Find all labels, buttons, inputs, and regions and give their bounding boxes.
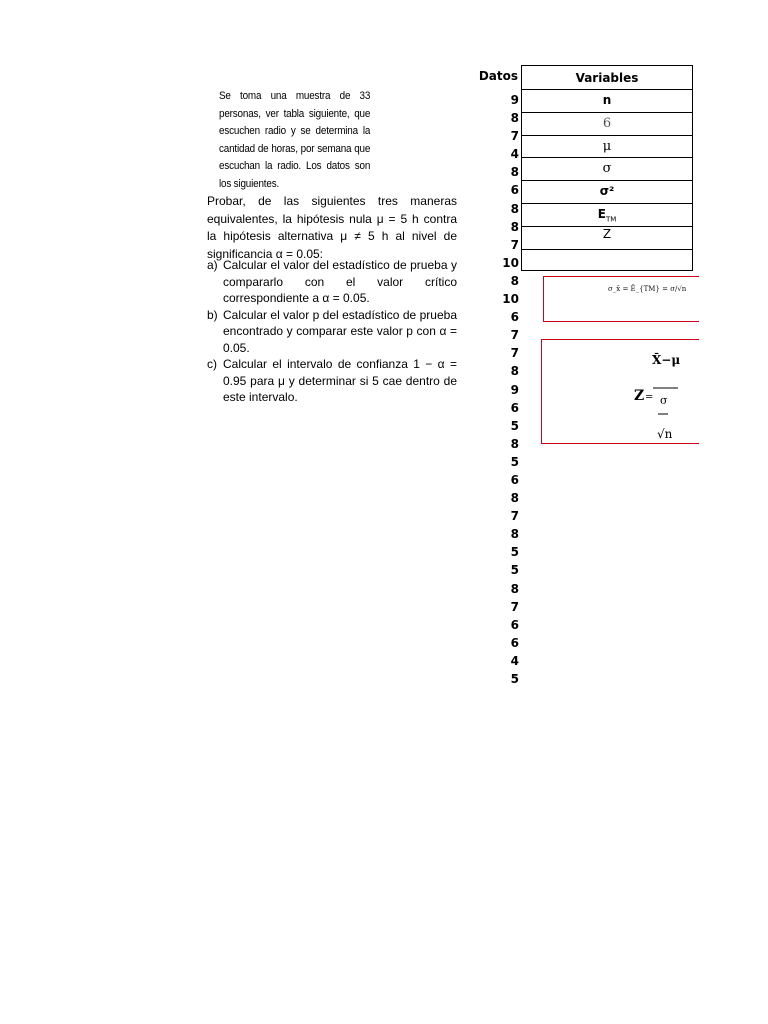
datos-value: 5 [510,672,519,686]
datos-value: 6 [510,400,519,415]
datos-value: 5 [510,563,519,578]
stderr-formula-box [543,276,699,322]
task-label: c) [207,357,217,371]
var-row-mu: μ [522,136,692,159]
datos-value: 8 [510,436,519,451]
var-row-6: 6 [522,113,692,136]
datos-value: 6 [510,617,519,632]
task-a [207,257,457,307]
datos-value: 10 [502,255,519,270]
task-list [207,257,457,406]
datos-value: 6 [510,472,519,487]
svg-text:X̄−μ: X̄−μ [652,353,681,367]
task-text: Calcular el valor p del estadístico de prueba encontrado y comparar este valor p con α = 0.05. [223,307,457,355]
var-row-sigma: σ [522,158,692,181]
datos-value: 9 [510,382,519,397]
task-c [207,356,457,406]
datos-value: 9 [510,93,519,107]
task-text: Calcular el intervalo de confianza 1 − α = 0.95 para μ y determinar si 5 cae dentro de este intervalo. [223,357,457,404]
svg-text:σ: σ [660,394,668,407]
datos-value: 5 [510,418,519,433]
problem-intro: Se toma una muestra de 33 personas, ver tabla siguiente, que escuchen radio y se determina la cantidad de horas, por semana que escuchan la radio. Los datos son los siguientes. [219,90,371,190]
datos-value: 8 [510,581,519,596]
z-formula-box [541,339,699,444]
svg-text:=: = [645,392,654,403]
datos-value: 5 [510,545,519,560]
datos-value: 5 [510,454,519,469]
datos-value: 6 [510,183,519,198]
var-e-label: E [597,206,606,221]
datos-list [462,91,520,688]
datos-value: 8 [510,273,519,288]
var-row-n: n [522,90,692,113]
var-row-sigma2: σ² [522,181,692,204]
stderr-formula: σ_x̄ = Ê_{TM} = σ/√n [608,285,687,293]
datos-value: 8 [510,201,519,216]
datos-value: 10 [502,292,519,307]
datos-value: 4 [510,653,519,668]
svg-text:√n: √n [657,427,673,441]
datos-value: 8 [510,527,519,542]
variables-table [521,65,693,271]
task-label: b) [207,307,218,322]
datos-value: 8 [510,219,519,234]
datos-value: 7 [510,328,519,343]
datos-value: 7 [510,237,519,252]
datos-value: 8 [510,364,519,379]
var-row-empty [522,250,692,270]
problem-prompt: Probar, de las siguientes tres maneras equivalentes, la hipótesis nula μ = 5 h contra la hipótesis alternativa μ ≠ 5 h al nivel de significancia α = 0.05: [207,194,457,261]
z-formula [626,342,686,442]
task-label: a) [207,258,218,272]
datos-value: 7 [510,129,519,144]
variables-header: Variables [522,66,692,90]
datos-value: 4 [510,147,519,162]
datos-value: 8 [510,165,519,180]
svg-text:Z: Z [634,388,645,404]
datos-value: 6 [510,310,519,325]
datos-value: 7 [510,346,519,361]
datos-value: 7 [510,599,519,614]
var-row-z: Z [522,227,692,250]
datos-value: 7 [510,509,519,524]
datos-header: Datos [478,69,518,83]
task-b [207,307,457,357]
datos-value: 6 [510,635,519,650]
task-text: Calcular el valor del estadístico de prueba y compararlo con el valor crítico correspondiente a α = 0.05. [223,258,457,305]
var-row-e: $E_{TM}$ [522,204,692,227]
datos-value: 8 [510,491,519,506]
datos-value: 8 [510,111,519,126]
